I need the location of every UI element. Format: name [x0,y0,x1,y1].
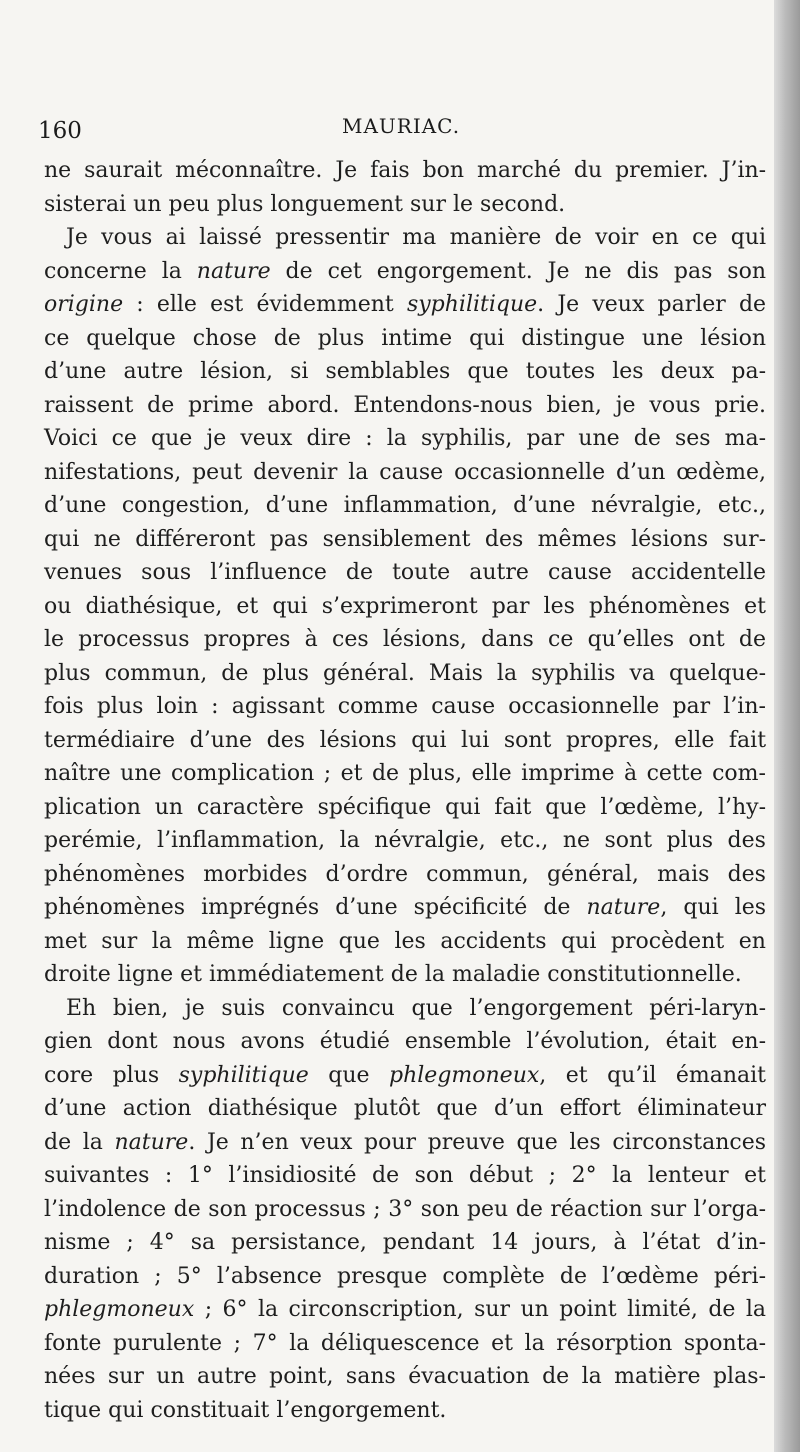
text-line: Je vous ai laissé pressentir ma manière de voir en ce qui [66,225,767,250]
text-line: phénomènes imprégnés d’une spécificité de nature, qui les [44,895,767,920]
text-line: plus commun, de plus général. Mais la syphilis va quelque- [44,660,767,686]
text-line: d’une action diathésique plutôt que d’un effort éliminateur [44,1096,767,1121]
text-line: perémie, l’inflammation, la névralgie, etc., ne sont plus des [44,828,766,853]
text-line: fois plus loin : agissant comme cause occasionnelle par l’in- [44,694,766,719]
text-line: droite ligne et immédiatement de la maladie constitutionnelle. [44,962,742,987]
text-line: sisterai un peu plus longuement sur le second. [44,191,566,217]
text-line: duration ; 5° l’absence presque complète de l’œdème péri- [44,1263,767,1289]
page-header [38,112,758,142]
text-line: nisme ; 4° sa persistance, pendant 14 jours, à l’état d’in- [44,1230,766,1255]
page-edge-shadow [774,0,800,1452]
text-line: venues sous l’influence de toute autre cause accidentelle [44,560,767,585]
text-line: concerne la nature de cet engorgement. Je ne dis pas son [44,258,767,284]
text-line: l’indolence de son processus ; 3° son peu de réaction sur l’orga- [44,1196,767,1222]
text-line: raissent de prime abord. Entendons-nous bien, je vous prie. [44,392,767,418]
text-line: phlegmoneux ; 6° la circonscription, sur un point limité, de la [44,1297,766,1322]
text-line: Eh bien, je suis convaincu que l’engorgement péri-laryn- [66,995,767,1021]
text-line: met sur la même ligne que les accidents qui procèdent en [44,928,766,954]
text-line: phénomènes morbides d’ordre commun, général, mais des [44,861,766,887]
text-line: tique qui constituait l’engorgement. [44,1397,447,1423]
text-line: fonte purulente ; 7° la déliquescence et la résorption sponta- [44,1330,767,1356]
text-line: plication un caractère spécifique qui fait que l’œdème, l’hy- [44,794,767,820]
running-head: MAURIAC. [342,114,461,138]
text-line: de la nature. Je n’en veux pour preuve que les circonstances [44,1129,766,1155]
text-line: nées sur un autre point, sans évacuation de la matière plas- [44,1364,766,1389]
text-line: ne saurait méconnaître. Je fais bon marché du premier. J’in- [44,158,767,183]
text-line: Voici ce que je veux dire : la syphilis, par une de ses ma- [44,426,767,451]
text-line: qui ne différeront pas sensiblement des mêmes lésions sur- [44,526,767,552]
text-line: suivantes : 1° l’insidiosité de son début ; 2° la lenteur et [44,1163,767,1188]
text-line: ou diathésique, et qui s’exprimeront par les phénomènes et [44,593,766,619]
body-text [44,154,766,1427]
text-line: d’une congestion, d’une inflammation, d’une névralgie, etc., [44,493,766,518]
text-line: ce quelque chose de plus intime qui distingue une lésion [44,325,766,351]
text-line: gien dont nous avons étudié ensemble l’évolution, était en- [44,1029,767,1054]
text-line: d’une autre lésion, si semblables que toutes les deux pa- [44,359,767,384]
text-line: core plus syphilitique que phlegmoneux, et qu’il émanait [44,1062,767,1088]
text-line: le processus propres à ces lésions, dans ce qu’elles ont de [44,627,766,652]
page-number: 160 [38,118,82,144]
text-line: origine : elle est évidemment syphilitique. Je veux parler de [44,292,767,317]
text-line: nifestations, peut devenir la cause occasionnelle d’un œdème, [44,459,766,485]
text-line: naître une complication ; et de plus, elle imprime à cette com- [44,761,766,786]
text-line: termédiaire d’une des lésions qui lui sont propres, elle fait [44,727,767,753]
